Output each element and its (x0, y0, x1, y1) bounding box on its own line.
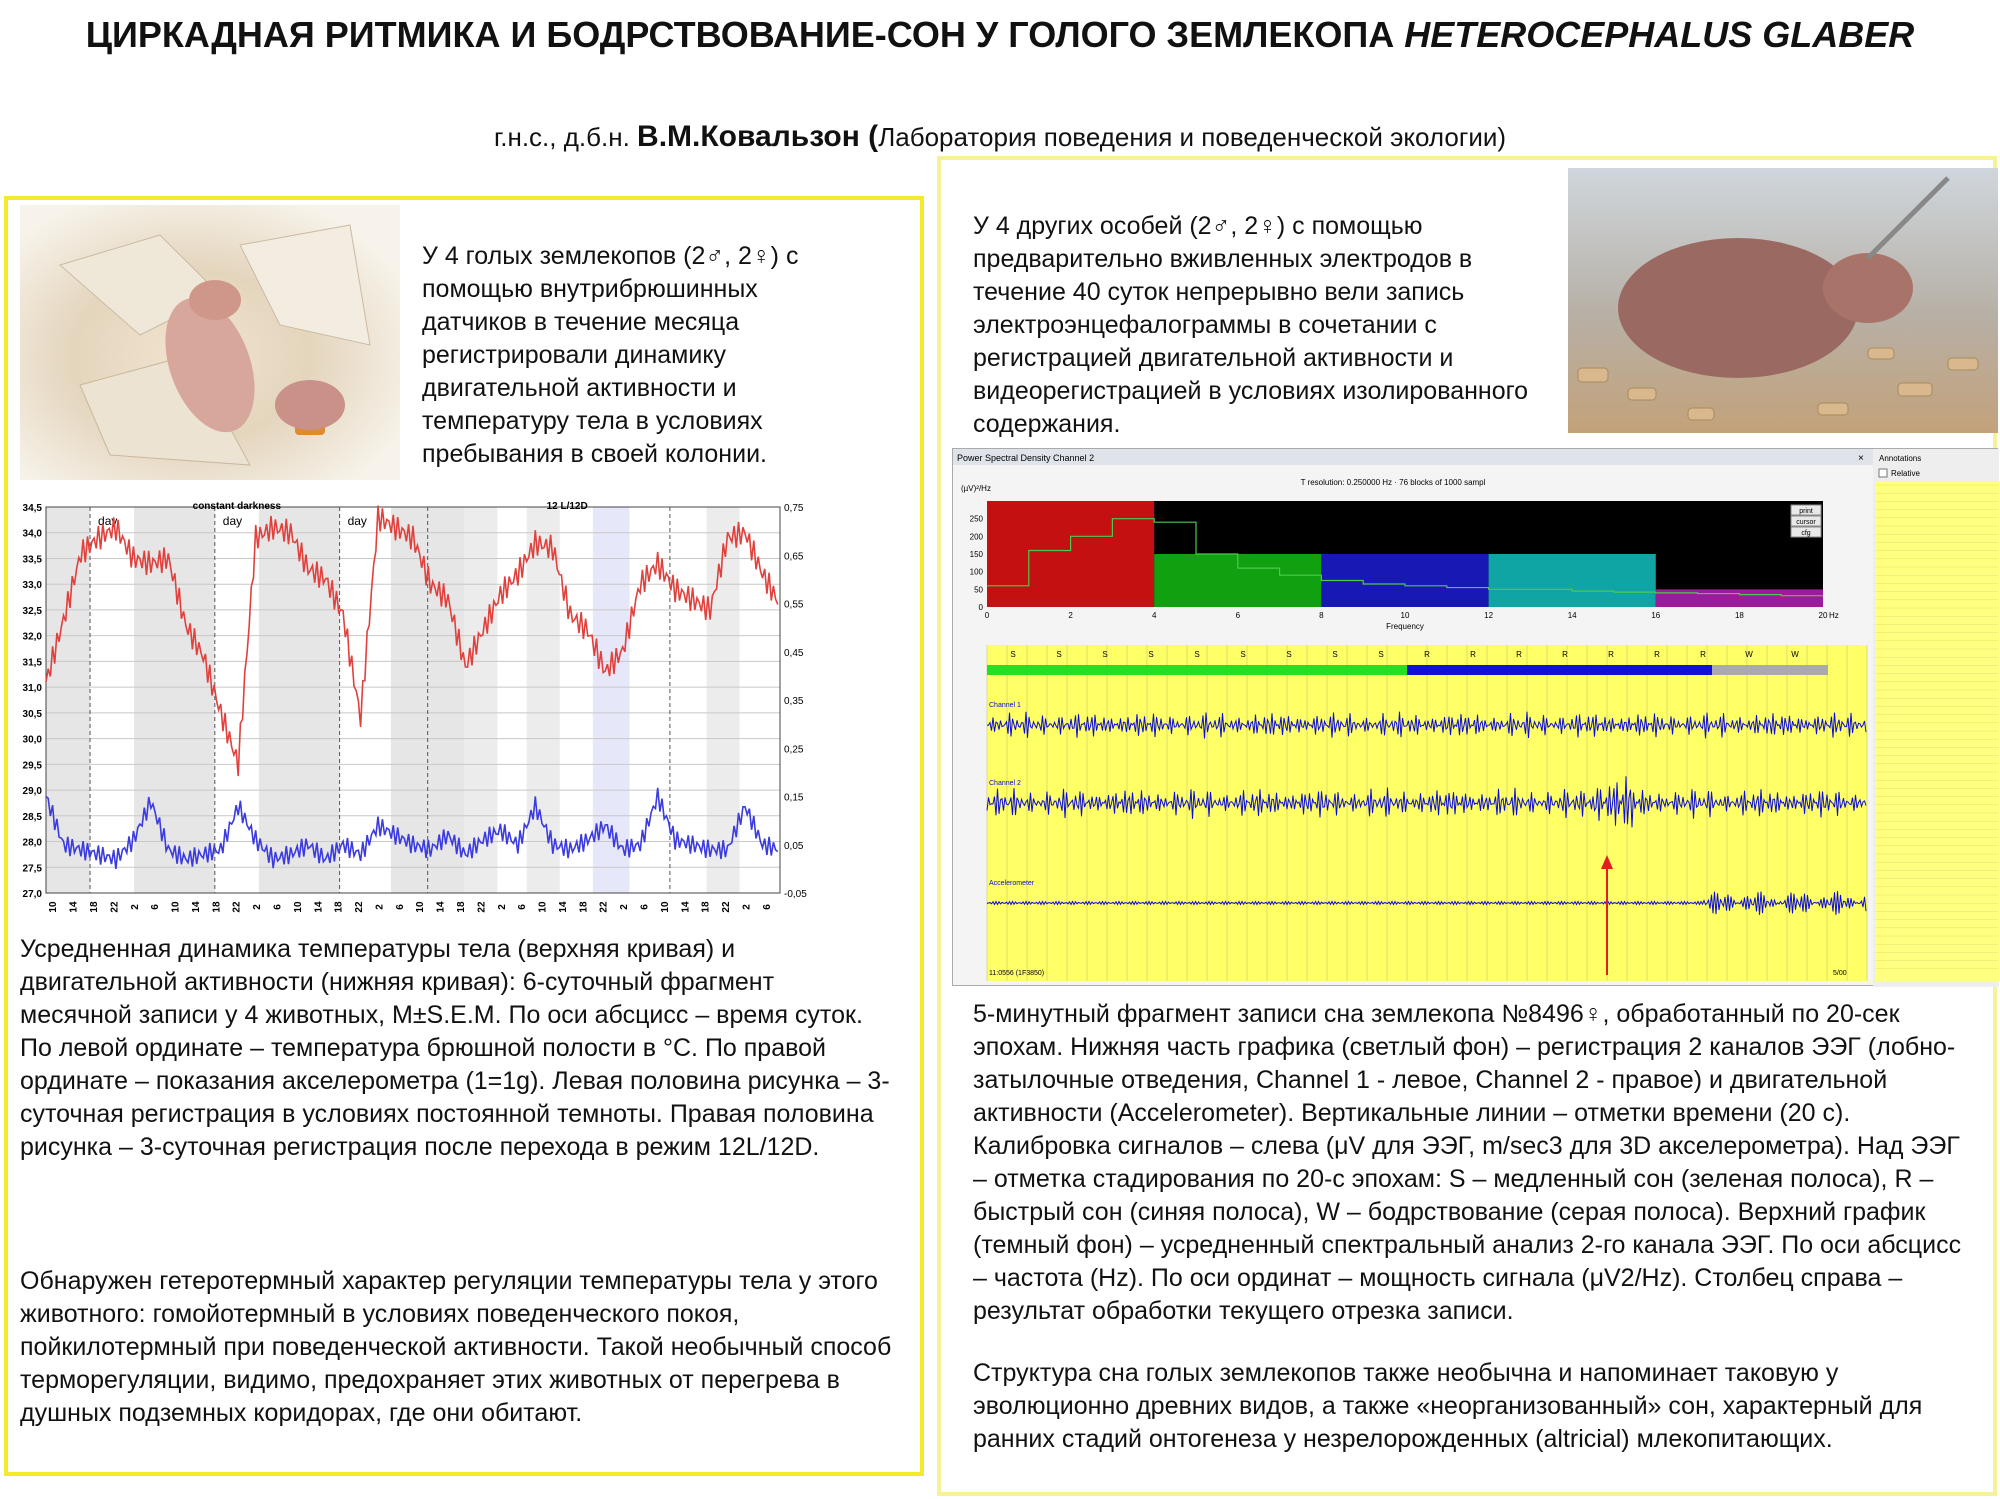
frequency-band (1656, 589, 1823, 607)
x-tick-label: 14 (1567, 611, 1577, 620)
stage-label: R (1470, 650, 1476, 659)
y-left-tick-label: 33,5 (22, 554, 42, 566)
stage-label: R (1654, 650, 1660, 659)
relative-checkbox (1879, 469, 1887, 477)
y-left-tick-label: 34,5 (22, 503, 42, 514)
y-right-tick-label: -0,05 (784, 889, 807, 900)
x-tick-label: 2 (1068, 611, 1073, 620)
naked-mole-rat-photo-colony (20, 205, 400, 480)
y-tick-label: 50 (974, 585, 983, 595)
stage-label: S (1194, 650, 1200, 659)
stage-label: S (1240, 650, 1246, 659)
x-tick-label: 20 (1818, 611, 1828, 620)
y-left-tick-label: 27,5 (22, 863, 42, 875)
right-caption-text: 5-минутный фрагмент записи сна землекопа №8496♀, обработанный по 20-сек эпохам. Нижняя часть графика (светлый фон) – регистрация 2 каналов ЭЭГ (лобно-затылочные отведения, Channel 1 - левое, Channel 2 - правое) и двигательной активности (Accelerometer). Вертикальные линии – отметки времени (20 с). Калибровка сигналов – слева (μV для ЭЭГ, m/sec3 для 3D акселерометра). Над ЭЭГ – отметка стадирования по 20-с эпохам: S – медленный сон (зеленая полоса), R – быстрый сон (синяя полоса), W – бодрствование (серая полоса). Верхний график (темный фон) – усредненный спектральный анализ 2-го канала ЭЭГ. По оси абсцисс – частота (Hz). По оси ординат – мощность сигнала (μV2/Hz). Столбец справа – результат обработки текущего отрезка записи. (973, 1000, 1962, 1325)
dark-period-band (46, 507, 90, 893)
y-left-tick-label: 28,5 (22, 811, 42, 823)
day-label: day (222, 514, 243, 528)
x-tick-label: 14 (435, 901, 447, 913)
temperature-activity-chart (8, 495, 812, 915)
stage-label: R (1700, 650, 1706, 659)
poster-title: ЦИРКАДНАЯ РИТМИКА И БОДРСТВОВАНИЕ-СОН У ГОЛОГО ЗЕМЛЕКОПА HETEROCEPHALUS GLABER (85, 14, 1915, 55)
x-tick-label: 22 (476, 901, 488, 913)
page-label: 5/00 (1833, 970, 1847, 977)
x-axis-label: Frequency (1386, 622, 1424, 631)
x-tick-label: 10 (1400, 611, 1410, 620)
y-right-tick-label: 0,25 (784, 744, 804, 756)
y-tick-label: 250 (969, 514, 983, 524)
x-tick-label: 22 (354, 901, 366, 913)
x-tick-label: 14 (680, 901, 692, 913)
spectrum-button-label: cfg (1801, 530, 1811, 537)
y-left-tick-label: 33,0 (22, 580, 42, 592)
dark-period-band (527, 507, 560, 893)
y-left-tick-label: 34,0 (22, 528, 42, 540)
y-right-tick-label: 0,65 (784, 551, 804, 563)
close-icon: × (1858, 453, 1864, 464)
y-tick-label: 150 (969, 550, 983, 559)
x-tick-label: 10 (48, 901, 60, 913)
y-left-tick-label: 29,0 (22, 786, 42, 798)
annotation-label: constant darkness (192, 501, 282, 512)
x-tick-label: 14 (68, 901, 80, 913)
stage-label: S (1332, 650, 1338, 659)
right-conclusion-text: Структура сна голых землекопов также необычна и напоминает таковую у эволюционно древних видов, а также «неорганизованный» сон, характерный для ранних стадий онтогенеза у незрелорожденных (altricial) млекопитающих. (973, 1359, 1923, 1453)
x-tick-label: 10 (292, 901, 304, 913)
x-tick-label: 8 (1319, 611, 1324, 620)
left-intro-text: У 4 голых землекопов (2♂, 2♀) с помощью внутрибрюшинных датчиков в течение месяца регистрировали динамику двигательной активности и температуру тела в условиях пребывания в своей колонии. (422, 242, 799, 468)
x-tick-label: 18 (578, 901, 590, 913)
stage-label: S (1286, 650, 1292, 659)
y-right-tick-label: 0,15 (784, 792, 804, 804)
x-tick-label: 6 (761, 904, 773, 910)
stage-label: S (1148, 650, 1154, 659)
x-tick-label: 2 (741, 904, 753, 910)
y-left-tick-label: 32,5 (22, 605, 42, 617)
x-tick-label: 18 (700, 901, 712, 913)
eeg-recording-screenshot (952, 448, 1998, 986)
stage-label: W (1745, 650, 1753, 659)
y-left-tick-label: 30,0 (22, 734, 42, 746)
right-intro-text: У 4 других особей (2♂, 2♀) с помощью предварительно вживленных электродов в течение 40 суток непрерывно вели запись электроэнцефалограммы в сочетании с регистрацией двигательной активности и видеорегистрацией в условиях изолированного содержания. (973, 212, 1529, 438)
x-tick-label: 2 (496, 904, 508, 910)
x-tick-label: 22 (231, 901, 243, 913)
stage-bar-rem-sleep (1407, 665, 1712, 675)
x-tick-label: 14 (313, 901, 325, 913)
y-left-tick-label: 31,5 (22, 657, 42, 669)
x-tick-label: 12 (1484, 611, 1494, 620)
x-unit-label: Hz (1829, 611, 1839, 620)
y-left-tick-label: 30,5 (22, 708, 42, 720)
timestamp-label: 11:0556 (1F3850) (989, 970, 1045, 977)
stage-label: S (1378, 650, 1384, 659)
annotation-label: 12 L/12D (546, 501, 588, 512)
x-tick-label: 6 (1235, 611, 1241, 620)
channel-label: Channel 2 (989, 780, 1021, 787)
stage-label: W (1791, 650, 1799, 659)
spectrum-subtitle: T resolution: 0.250000 Hz · 76 blocks of 1000 sampl (1300, 478, 1486, 487)
dark-period-band (259, 507, 340, 893)
annotations-title: Annotations (1879, 454, 1922, 463)
poster-subtitle: г.н.с., д.б.н. В.М.Ковальзон (Лаборатория поведения и поведенческой экологии) (493, 120, 1507, 153)
x-tick-label: 4 (1151, 611, 1157, 620)
x-tick-label: 14 (557, 901, 569, 913)
relative-label: Relative (1891, 469, 1920, 478)
x-tick-label: 18 (333, 901, 345, 913)
y-left-tick-label: 27,0 (22, 889, 42, 900)
stage-label: R (1608, 650, 1614, 659)
dark-period-band (707, 507, 740, 893)
channel-label: Channel 1 (989, 702, 1021, 709)
x-tick-label: 0 (984, 611, 990, 620)
y-right-tick-label: 0,05 (784, 840, 804, 852)
y-axis-label: (µV)²/Hz (961, 484, 991, 493)
day-label: day (98, 514, 118, 528)
x-tick-label: 18 (211, 901, 223, 913)
x-tick-label: 2 (619, 904, 631, 910)
x-tick-label: 18 (1734, 611, 1744, 620)
x-tick-label: 10 (415, 901, 427, 913)
x-tick-label: 6 (517, 904, 529, 910)
x-tick-label: 6 (272, 904, 284, 910)
x-tick-label: 14 (190, 901, 202, 913)
y-right-tick-label: 0,55 (784, 599, 804, 611)
stage-label: S (1010, 650, 1016, 659)
channel-label: Accelerometer (989, 880, 1035, 887)
x-tick-label: 22 (721, 901, 733, 913)
x-tick-label: 18 (455, 901, 467, 913)
stage-label: R (1516, 650, 1522, 659)
spectrum-button-label: cursor (1796, 519, 1816, 526)
y-tick-label: 0 (978, 603, 983, 612)
x-tick-label: 6 (150, 904, 162, 910)
stage-label: R (1562, 650, 1568, 659)
x-tick-label: 16 (1651, 611, 1661, 620)
x-tick-label: 10 (537, 901, 549, 913)
temperature-activity-svg (8, 495, 812, 915)
y-left-tick-label: 28,0 (22, 837, 42, 849)
naked-mole-rat-photo-isolated (1568, 168, 1998, 433)
spectrum-button-label: print (1799, 508, 1813, 515)
stage-label: R (1424, 650, 1430, 659)
left-caption-text: Усредненная динамика температуры тела (верхняя кривая) и двигательной активности (нижняя кривая): 6-суточный фрагмент месячной записи у 4 животных, M±S.E.M. По оси абсцисс – время суток. По левой ординате – температура брюшной полости в °C. По правой ординате – показания акселерометра (1=1g). Левая половина рисунка – 3-суточная регистрация в условиях постоянной темноты. Правая половина рисунка – 3-суточная регистрация после перехода в режим 12L/12D. (20, 935, 890, 1161)
y-right-tick-label: 0,75 (784, 503, 804, 514)
x-tick-label: 2 (129, 904, 141, 910)
stage-bar-wake (1712, 665, 1828, 675)
x-tick-label: 6 (394, 904, 406, 910)
frequency-band (987, 501, 1154, 607)
window-title: Power Spectral Density Channel 2 (957, 453, 1095, 463)
y-left-tick-label: 29,5 (22, 760, 42, 772)
frequency-band (1489, 554, 1656, 607)
x-tick-label: 6 (639, 904, 651, 910)
x-tick-label: 2 (374, 904, 386, 910)
y-tick-label: 100 (969, 567, 983, 577)
y-left-tick-label: 31,0 (22, 683, 42, 695)
stage-bar-slow-sleep (987, 665, 1407, 675)
x-tick-label: 22 (109, 901, 121, 913)
stage-label: S (1056, 650, 1062, 659)
y-right-tick-label: 0,45 (784, 647, 804, 659)
y-tick-label: 200 (969, 532, 983, 542)
y-right-tick-label: 0,35 (784, 696, 804, 707)
x-tick-label: 10 (170, 901, 182, 913)
day-label: day (347, 514, 367, 528)
x-tick-label: 22 (598, 901, 610, 913)
stage-label: S (1102, 650, 1108, 659)
y-left-tick-label: 32,0 (22, 631, 42, 643)
x-tick-label: 2 (252, 904, 264, 910)
eeg-svg (953, 449, 1999, 987)
x-tick-label: 18 (88, 901, 100, 913)
x-tick-label: 10 (659, 901, 671, 913)
left-conclusion-text: Обнаружен гетеротермный характер регуляции температуры тела у этого животного: гомойотермный в условиях поведенческого покоя, пойкилотермный при поведенческой активности. Такой необычный способ терморегуляции, видимо, предохраняет этих животных от перегрева в душных подземных коридорах, где они обитают. (20, 1267, 892, 1427)
